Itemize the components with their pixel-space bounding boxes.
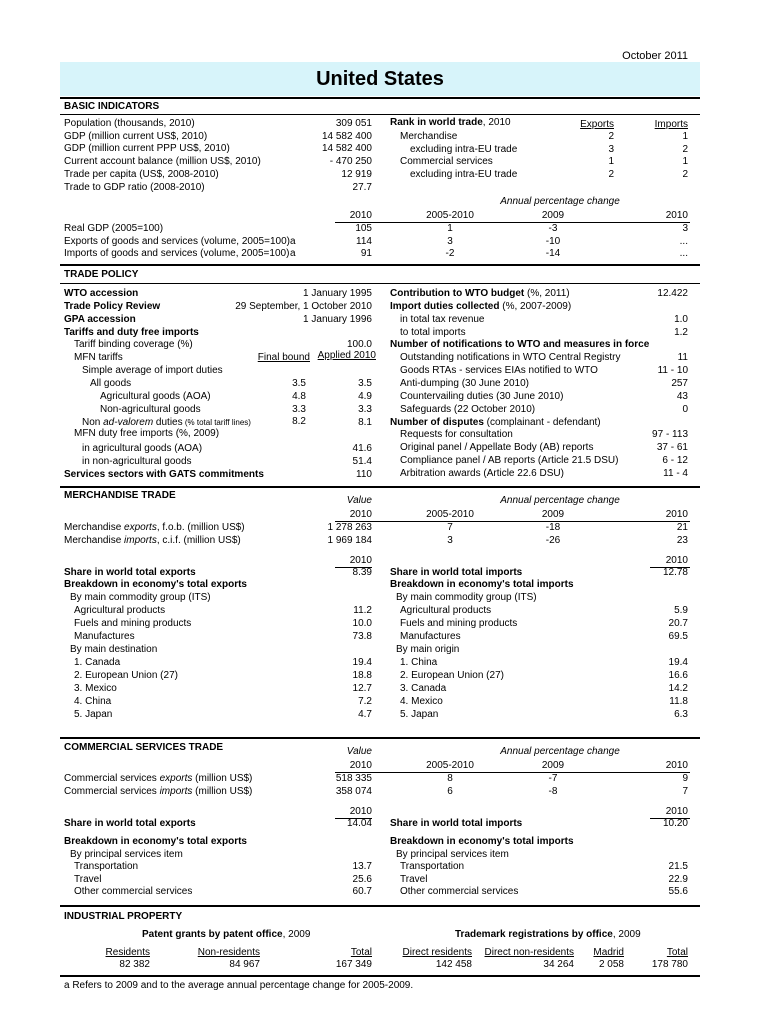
share-imports-label: Share in world total imports: [390, 818, 523, 829]
applied-header: Applied 2010: [317, 350, 376, 362]
export-group-value: 73.8: [352, 631, 372, 642]
section-heading-merchandise: MERCHANDISE TRADE: [64, 490, 176, 501]
growth-value-2010b: ...: [679, 248, 688, 259]
rank-imports-header: Imports: [654, 119, 688, 130]
indicator-label: Population (thousands, 2010): [64, 118, 195, 129]
dispute-value: 97 - 113: [652, 429, 688, 441]
by-item-label: By principal services item: [70, 848, 183, 860]
destination-label: 2. European Union (27): [74, 670, 178, 681]
growth-value-2009: -3: [548, 223, 558, 234]
col-header: 2010: [665, 760, 688, 771]
rank-label: excluding intra-EU trade: [410, 143, 518, 155]
binding-label: Tariff binding coverage (%): [74, 339, 193, 351]
indicator-label: Trade per capita (US$, 2008-2010): [64, 168, 219, 180]
country-profile-page: [60, 0, 700, 1024]
import-item-label: Other commercial services: [400, 886, 519, 897]
export-item-label: Other commercial services: [74, 886, 193, 897]
export-group-value: 11.2: [353, 605, 372, 616]
rank-imports-value: 2: [682, 143, 688, 155]
col-header: 2005-2010: [426, 210, 474, 221]
trade-value-0510: 3: [447, 535, 453, 546]
import-group-value: 69.5: [668, 631, 688, 642]
growth-label: Imports of goods and services (volume, 2005=100): [64, 248, 290, 259]
col-header: 2010: [665, 509, 688, 520]
notification-label: Outstanding notifications in WTO Central Registry: [400, 352, 621, 364]
indicator-label: GDP (million current PPP US$, 2010): [64, 143, 230, 155]
wto-accession-label: WTO accession: [64, 288, 139, 299]
footnote: a Refers to 2009 and to the average annual percentage change for 2005-2009.: [64, 980, 414, 991]
indicator-value: 12 919: [341, 168, 372, 180]
origin-label: 4. Mexico: [400, 696, 443, 707]
tpr-value: 29 September, 1 October 2010: [235, 300, 372, 312]
col-header: 2009: [541, 509, 565, 520]
indicator-value: - 470 250: [329, 156, 372, 168]
notification-label: Anti-dumping (30 June 2010): [400, 377, 529, 389]
notification-value: 257: [671, 377, 688, 389]
share-year: 2010: [665, 555, 688, 566]
tariff-label: Agricultural goods (AOA): [100, 390, 211, 402]
dispute-label: Arbitration awards (Article 22.6 DSU): [400, 467, 564, 479]
trade-value-2009: -8: [548, 786, 558, 797]
col-header: 2005-2010: [426, 509, 474, 520]
trade-value-0510: 7: [447, 522, 453, 533]
destination-label: 3. Mexico: [74, 683, 117, 694]
trade-row-label: Commercial services imports (million US$): [64, 786, 253, 797]
duties-row-label: in total tax revenue: [400, 313, 485, 325]
disputes-label: Number of disputes (complainant - defendant): [390, 416, 601, 428]
trade-value-2009: -7: [548, 773, 558, 784]
indicator-value: 14 582 400: [321, 130, 372, 142]
rank-imports-value: 1: [682, 156, 688, 168]
duties-label: Import duties collected (%, 2007-2009): [390, 300, 572, 312]
tariff-final-bound: 3.3: [292, 403, 306, 415]
growth-value-2010: 91: [360, 248, 372, 259]
origin-label: 3. Canada: [400, 683, 447, 694]
value-header: Value: [346, 746, 372, 757]
trade-value-2010: 518 335: [335, 773, 372, 784]
import-group-label: Fuels and mining products: [400, 618, 518, 629]
import-item-value: 21.5: [668, 861, 688, 872]
apc-header: Annual percentage change: [500, 196, 620, 207]
trade-value-2010: 1 278 263: [327, 522, 372, 533]
growth-value-2010: 105: [355, 223, 372, 234]
apc-header: Annual percentage change: [500, 746, 620, 757]
notification-value: 11: [677, 352, 688, 364]
section-heading-trade-policy: TRADE POLICY: [64, 269, 139, 280]
underline: [335, 222, 690, 223]
indicator-value: 27.7: [352, 181, 372, 193]
origin-label: 1. China: [400, 657, 438, 668]
dispute-label: Requests for consultation: [400, 429, 513, 441]
trade-value-2009: -18: [545, 522, 561, 533]
divider: [60, 283, 700, 284]
share-imports-label: Share in world total imports: [390, 567, 523, 578]
duties-row-value: 1.2: [674, 326, 688, 338]
patent-col-value: 167 349: [335, 959, 372, 970]
breakdown-exports-label: Breakdown in economy's total exports: [64, 579, 247, 590]
export-group-value: 10.0: [352, 618, 372, 629]
trademark-col-header: Direct residents: [402, 947, 472, 958]
trademark-col-value: 34 264: [543, 959, 574, 970]
indicator-label: Trade to GDP ratio (2008-2010): [64, 181, 205, 193]
col-header: 2005-2010: [426, 760, 474, 771]
gats-label: Services sectors with GATS commitments: [64, 468, 264, 480]
non-ad-valorem-label: Non ad-valorem duties (% total tariff lines): [82, 416, 251, 428]
growth-value-0510: 3: [447, 235, 453, 247]
trademark-title: Trademark registrations by office, 2009: [455, 929, 641, 940]
simple-average-label: Simple average of import duties: [82, 365, 223, 377]
import-item-value: 55.6: [668, 886, 688, 897]
import-item-label: Transportation: [400, 861, 465, 872]
col-header: 2009: [541, 760, 565, 771]
tariff-applied: 4.9: [358, 390, 372, 402]
growth-value-2010b: 3: [682, 223, 688, 234]
trade-value-0510: 8: [447, 773, 453, 784]
divider: [60, 264, 700, 266]
section-heading-basic: BASIC INDICATORS: [64, 101, 160, 112]
share-year: 2010: [349, 555, 372, 566]
by-group-label: By main commodity group (ITS): [70, 592, 211, 603]
free-imports-value: 41.6: [352, 443, 372, 455]
import-group-value: 20.7: [668, 618, 688, 629]
import-group-label: Agricultural products: [400, 605, 492, 616]
section-heading-services: COMMERCIAL SERVICES TRADE: [64, 742, 224, 753]
growth-value-0510: 1: [447, 223, 453, 234]
breakdown-imports-label: Breakdown in economy's total imports: [390, 836, 574, 847]
col-header: 2010: [665, 210, 688, 221]
free-imports-value: 51.4: [352, 456, 372, 468]
growth-value-2009: -10: [545, 235, 561, 247]
import-group-value: 5.9: [674, 605, 688, 616]
title-bar: [60, 62, 700, 96]
mfn-free-label: MFN duty free imports (%, 2009): [74, 428, 220, 440]
export-group-label: Fuels and mining products: [74, 618, 192, 629]
trade-row-label: Merchandise imports, c.i.f. (million US$): [64, 535, 241, 546]
apc-header: Annual percentage change: [500, 495, 620, 506]
dispute-label: Compliance panel / AB reports (Article 21.5 DSU): [400, 455, 619, 467]
share-year: 2010: [665, 806, 688, 817]
tariff-label: All goods: [90, 377, 132, 389]
tariff-applied: 3.5: [358, 377, 372, 389]
export-item-value: 25.6: [352, 873, 372, 885]
destination-value: 18.8: [352, 670, 372, 681]
export-item-value: 13.7: [352, 861, 372, 872]
trademark-col-header: Direct non-residents: [484, 947, 574, 958]
trademark-col-value: 2 058: [598, 959, 624, 970]
import-group-label: Manufactures: [400, 631, 461, 642]
by-group-label: By main commodity group (ITS): [396, 592, 537, 603]
origin-label: 2. European Union (27): [400, 670, 504, 681]
dispute-value: 11 - 4: [663, 467, 688, 479]
by-destination-label: By main destination: [70, 644, 158, 655]
underline: [335, 772, 690, 773]
trade-value-2010b: 23: [676, 535, 688, 546]
export-item-value: 60.7: [352, 886, 372, 897]
share-exports-label: Share in world total exports: [64, 567, 196, 578]
rank-imports-value: 1: [682, 131, 688, 142]
destination-label: 1. Canada: [74, 657, 121, 668]
mfn-label: MFN tariffs: [74, 352, 123, 364]
notification-value: 11 - 10: [657, 365, 688, 377]
trademark-col-header: Madrid: [593, 947, 624, 958]
divider: [60, 97, 700, 99]
trade-value-0510: 6: [447, 786, 453, 797]
trade-value-2010: 1 969 184: [327, 535, 372, 546]
growth-value-2009: -14: [545, 248, 561, 259]
by-item-label: By principal services item: [396, 848, 509, 860]
indicator-value: 309 051: [335, 118, 372, 129]
gpa-value: 1 January 1996: [303, 313, 372, 325]
rank-exports-value: 2: [608, 169, 614, 181]
gpa-label: GPA accession: [64, 313, 136, 325]
destination-value: 19.4: [352, 657, 372, 668]
origin-value: 6.3: [674, 709, 688, 720]
value-header: Value: [346, 495, 372, 506]
patent-col-header: Non-residents: [197, 947, 260, 958]
underline: [335, 521, 690, 522]
rank-label: Merchandise: [400, 131, 458, 142]
budget-label: Contribution to WTO budget (%, 2011): [390, 288, 570, 299]
binding-value: 100.0: [346, 339, 372, 351]
trade-value-2010: 358 074: [335, 786, 372, 797]
growth-label: Real GDP (2005=100): [64, 223, 164, 234]
origin-value: 14.2: [668, 683, 688, 694]
origin-label: 5. Japan: [400, 709, 439, 720]
divider: [60, 905, 700, 907]
trade-value-2010b: 9: [682, 773, 688, 784]
tpr-label: Trade Policy Review: [64, 300, 161, 312]
growth-value-2010: 114: [356, 235, 372, 247]
tariff-final-bound: 3.5: [292, 377, 306, 389]
export-item-label: Travel: [74, 873, 102, 885]
notification-label: Countervailing duties (30 June 2010): [400, 390, 564, 402]
destination-value: 4.7: [358, 709, 372, 720]
notification-label: Goods RTAs - services EIAs notified to WTO: [400, 365, 598, 377]
divider: [60, 486, 700, 488]
page-title: United States: [316, 68, 444, 90]
non-ad-valorem-final-bound: 8.2: [292, 415, 306, 427]
indicator-label: Current account balance (million US$, 2010): [64, 156, 261, 168]
origin-value: 19.4: [668, 657, 688, 668]
share-year: 2010: [349, 806, 372, 817]
tariff-label: Non-agricultural goods: [100, 403, 201, 415]
tariff-applied: 3.3: [358, 403, 372, 415]
indicator-value: 14 582 400: [321, 143, 372, 155]
origin-value: 16.6: [668, 670, 688, 681]
col-header: 2010: [349, 760, 372, 771]
breakdown-imports-label: Breakdown in economy's total imports: [390, 579, 574, 590]
rank-exports-value: 2: [608, 131, 614, 142]
share-imports-value: 10.20: [662, 818, 688, 829]
growth-note: a: [290, 248, 296, 259]
destination-value: 12.7: [352, 683, 372, 694]
rank-label: Commercial services: [400, 156, 493, 168]
export-group-label: Manufactures: [74, 631, 135, 642]
rank-label: excluding intra-EU trade: [410, 169, 518, 181]
rank-imports-value: 2: [682, 169, 688, 181]
tariffs-heading: Tariffs and duty free imports: [64, 326, 199, 338]
patent-col-header: Total: [350, 947, 372, 958]
rank-title: Rank in world trade, 2010: [390, 117, 511, 128]
origin-value: 11.8: [669, 696, 688, 707]
rank-exports-header: Exports: [580, 119, 614, 130]
patent-col-value: 84 967: [229, 959, 260, 970]
wto-accession-value: 1 January 1995: [303, 288, 372, 299]
indicator-label: GDP (million current US$, 2010): [64, 130, 208, 142]
non-ad-valorem-applied: 8.1: [358, 416, 372, 428]
notification-value: 43: [676, 390, 688, 402]
share-exports-value: 8.39: [352, 567, 372, 578]
tariff-final-bound: 4.8: [292, 390, 306, 402]
gats-value: 110: [356, 468, 372, 480]
notifications-label: Number of notifications to WTO and measures in force: [390, 339, 650, 351]
free-imports-label: in agricultural goods (AOA): [82, 443, 203, 455]
budget-value: 12.422: [657, 288, 688, 299]
trademark-col-header: Total: [666, 947, 688, 958]
divider: [60, 114, 700, 115]
rank-exports-value: 3: [608, 143, 614, 155]
trade-value-2010b: 7: [682, 786, 688, 797]
destination-value: 7.2: [358, 696, 372, 707]
breakdown-exports-label: Breakdown in economy's total exports: [64, 836, 247, 847]
import-item-value: 22.9: [668, 873, 688, 885]
growth-label: Exports of goods and services (volume, 2005=100): [64, 235, 290, 247]
trade-row-label: Commercial services exports (million US$): [64, 773, 253, 784]
growth-value-0510: -2: [445, 248, 455, 259]
dispute-value: 37 - 61: [656, 442, 688, 454]
col-header: 2009: [541, 210, 565, 221]
share-exports-value: 14.04: [346, 818, 372, 829]
trademark-col-value: 142 458: [435, 959, 472, 970]
import-item-label: Travel: [400, 873, 428, 885]
trade-value-2009: -26: [545, 535, 561, 546]
by-origin-label: By main origin: [396, 644, 460, 655]
destination-label: 5. Japan: [74, 709, 113, 720]
trade-row-label: Merchandise exports, f.o.b. (million US$): [64, 522, 245, 533]
divider: [60, 737, 700, 739]
section-heading-ip: INDUSTRIAL PROPERTY: [64, 911, 183, 922]
rank-exports-value: 1: [608, 156, 614, 168]
patent-title: Patent grants by patent office, 2009: [142, 929, 311, 940]
growth-value-2010b: ...: [679, 235, 688, 247]
col-header: 2010: [349, 210, 372, 221]
trademark-col-value: 178 780: [651, 959, 688, 970]
share-imports-value: 12.78: [662, 567, 688, 578]
final-bound-header: Final bound: [257, 352, 310, 364]
notification-label: Safeguards (22 October 2010): [400, 403, 536, 415]
divider: [60, 975, 700, 977]
duties-row-value: 1.0: [674, 313, 688, 325]
destination-label: 4. China: [74, 696, 112, 707]
trade-value-2010b: 21: [676, 522, 688, 533]
export-group-label: Agricultural products: [74, 605, 166, 616]
patent-col-value: 82 382: [119, 959, 150, 970]
notification-value: 0: [682, 403, 688, 415]
col-header: 2010: [349, 509, 372, 520]
free-imports-label: in non-agricultural goods: [82, 456, 192, 468]
growth-note: a: [290, 235, 296, 247]
dispute-label: Original panel / Appellate Body (AB) reports: [400, 442, 594, 454]
duties-row-label: to total imports: [400, 326, 466, 338]
share-exports-label: Share in world total exports: [64, 818, 196, 829]
patent-col-header: Residents: [105, 947, 150, 958]
export-item-label: Transportation: [74, 861, 139, 872]
dispute-value: 6 - 12: [662, 455, 688, 467]
report-date: October 2011: [622, 50, 688, 62]
